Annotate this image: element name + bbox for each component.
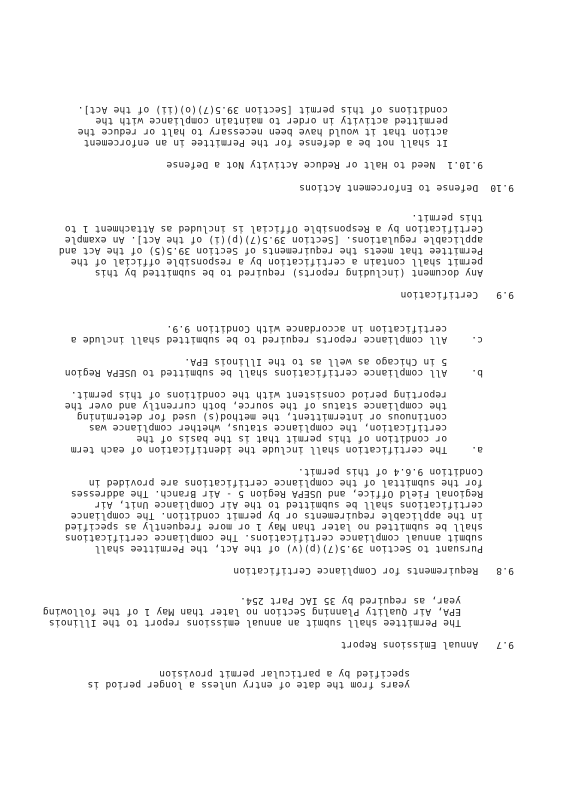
text-line: shall be submitted no later than May 1 or more frequently as specified <box>64 521 483 532</box>
text-line: permit shall contain a certification by a responsible official of the <box>70 256 483 267</box>
text-line: this permit. <box>411 212 483 223</box>
text-line: certifications shall be submitted to the Air Compliance Unit, Air <box>94 499 483 510</box>
text-line: It shall not be a defense for the Permittee in an enforcement <box>83 137 448 148</box>
text-line: reporting period consistent with the conditions of this permit. <box>70 389 483 400</box>
text-line: or condition of this permit that is the basis of the <box>136 433 483 444</box>
text-line: certification in accordance with Condition 9.9. <box>166 323 483 334</box>
text-line: for the submittal of the compliance certifications are provided in <box>88 477 483 488</box>
section-heading-9-7: 9.7 Annual Emissions Report <box>340 639 514 650</box>
text-line: Regional Field Office, and USEPA Region 5 - Air Branch. The addresses <box>70 488 483 499</box>
list-item-b: b. All compliance certifications shall be submitted to USEPA Region <box>64 367 483 378</box>
text-line: specified by a particular permit provision <box>159 668 410 679</box>
section-heading-9-10: 9.10 Defense to Enforcement Actions <box>298 182 514 193</box>
text-line: the compliance status of the source, both currently and over the <box>64 400 483 411</box>
list-item-c: c. All compliance reports required to be submitted shall include a <box>70 334 483 345</box>
text-line: Certification by a Responsible Official is included as Attachment 1 to <box>64 223 483 234</box>
text-line: certification, the compliance status, whether compliance was <box>88 422 483 433</box>
text-line: 5 in Chicago as well as to the Illinois EPA. <box>184 356 483 367</box>
subsection-heading-9-10-1: 9.10.1 Need to Halt or Reduce Activity Not a Defense <box>166 159 483 170</box>
text-line: Pursuant to Section 39.5(7)(p)(v) of the Act, the Permittee shall <box>94 543 483 554</box>
text-line: submit annual compliance certifications. The compliance certifications <box>64 532 483 543</box>
text-line: in the applicable requirements or by permit condition. The compliance <box>70 510 483 521</box>
text-line: EPA, Air Quality Planning Section no later than May 1 of the following <box>42 606 461 617</box>
text-line: Any document (including reports) required to be submitted by this <box>94 267 483 278</box>
text-line: years from the date of entry unless a longer period is <box>87 679 410 690</box>
text-line: year, as required by 35 IAC Part 254. <box>239 595 461 606</box>
section-heading-9-8: 9.8 Requirements for Compliance Certification <box>233 565 514 576</box>
text-line: applicable regulations. [Section 39.5(7)(p)(i) of the Act]. An example <box>64 234 483 245</box>
text-line: permitted activity in order to maintain compliance with the <box>95 115 448 126</box>
text-line: continuous or intermittent, the method(s) used for determining <box>76 411 483 422</box>
text-line: conditions of this permit [Section 39.5(7)(o)(ii) of the Act]. <box>77 104 448 115</box>
text-line: Condition 9.6.4 of this permit. <box>297 466 483 477</box>
section-heading-9-9: 9.9 Certification <box>400 289 514 300</box>
list-item-a: a. The certification shall include the identification of each term <box>70 444 483 455</box>
text-line: Permittee that meets the requirements of Section 39.5(5) of the Act and <box>58 245 483 256</box>
text-line: action that it would have been necessary to halt or reduce the <box>77 126 448 137</box>
text-line: The Permittee shall submit an annual emissions report to the Illinois <box>48 617 461 628</box>
